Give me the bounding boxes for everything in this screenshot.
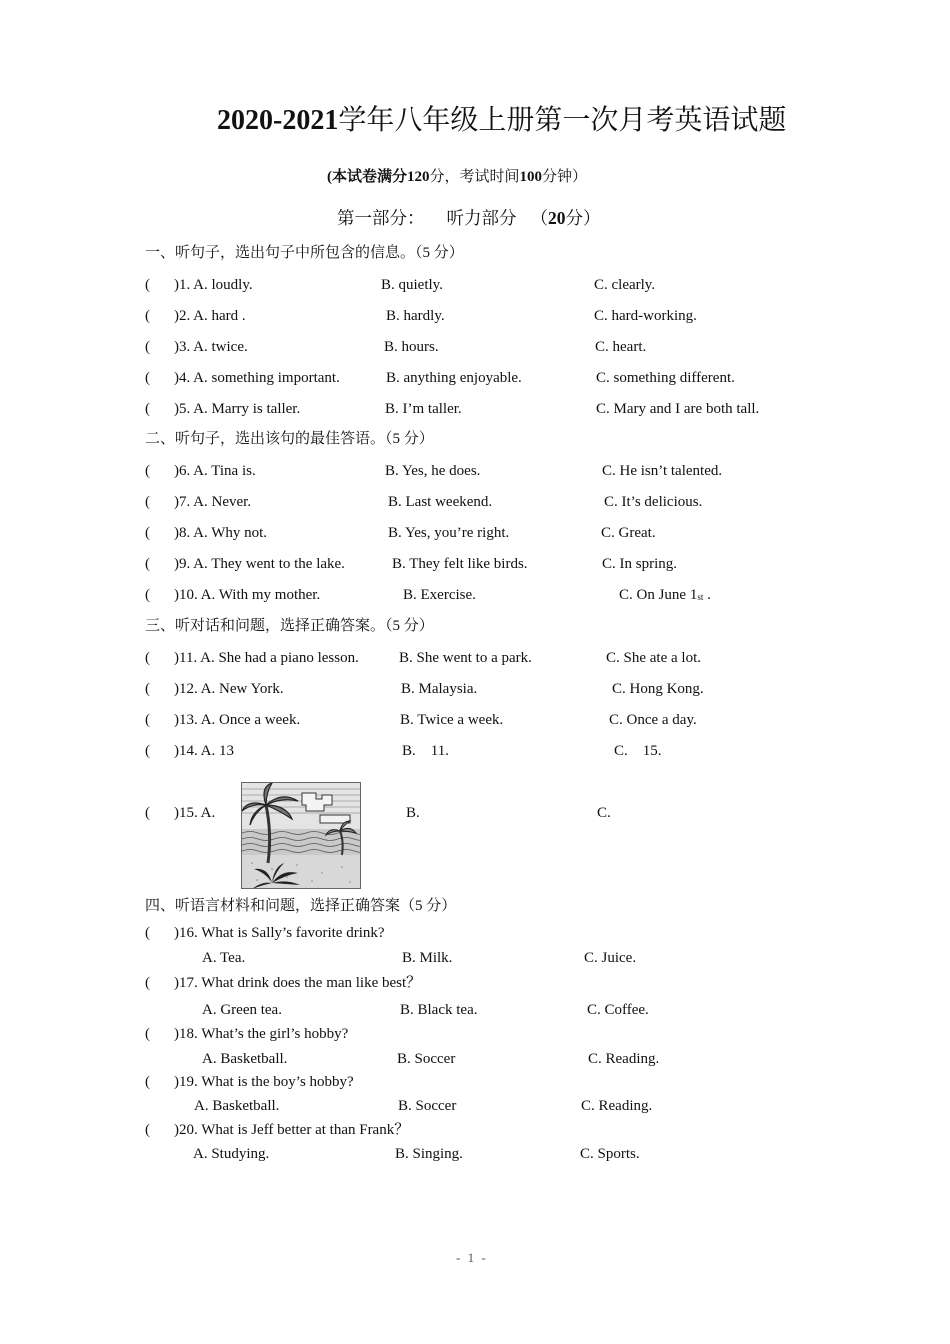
question-option-c: C. Great. [601, 525, 656, 541]
question-option-a: )5. A. Marry is taller. [174, 401, 301, 417]
question-option-b: B. 11. [402, 743, 449, 759]
question-option-a: )15. A. [174, 805, 216, 821]
question-option-b: B. Soccer [397, 1051, 456, 1067]
part-one-score: 20 [548, 208, 566, 228]
answer-paren: ( [145, 805, 150, 821]
question-option-a: )6. A. Tina is. [174, 463, 256, 479]
question-option-b: B. Exercise. [403, 587, 476, 603]
page-number: - 1 - [456, 1250, 488, 1265]
question-stem: )20. What is Jeff better at than Frank？ [174, 1122, 410, 1138]
question-option-c: C. Hong Kong. [612, 681, 704, 697]
exam-total-score: 120 [407, 169, 430, 185]
answer-paren: ( [145, 1074, 150, 1090]
question-option-b: B. Black tea. [400, 1002, 478, 1018]
question-option-a: )8. A. Why not. [174, 525, 268, 541]
answer-paren: ( [145, 277, 150, 293]
question-option-a: )7. A. Never. [174, 494, 252, 510]
question-option-a: )10. A. With my mother. [174, 587, 321, 603]
question-option-c: C. Mary and I are both tall. [596, 401, 760, 417]
section-title: 一、听句子，选出句子中所包含的信息。（5 分） [145, 245, 464, 261]
question-option-a: )14. A. 13 [174, 743, 234, 759]
question-option-c: C. Once a day. [609, 712, 697, 728]
part-one-label: 第一部分： [337, 208, 425, 228]
part-one-name: 听力部分 [446, 208, 517, 228]
question-option-c: C. In spring. [602, 556, 677, 572]
exam-info-suffix: 分钟） [542, 169, 588, 185]
question-option-b: B. hours. [384, 339, 439, 355]
question-option-c: C. 15. [614, 743, 662, 759]
question-stem: )18. What’s the girl’s hobby? [174, 1026, 349, 1042]
part-one-score-close: 分） [565, 208, 601, 228]
question-option-c: C. clearly. [594, 277, 656, 293]
question-option-b: B. They felt like birds. [392, 556, 528, 572]
question-option-c: C. Sports. [580, 1146, 640, 1162]
question-option-b: B. [406, 805, 420, 821]
answer-paren: ( [145, 650, 150, 666]
question-option-a: )13. A. Once a week. [174, 712, 301, 728]
question-stem: )16. What is Sally’s favorite drink? [174, 925, 385, 941]
exam-info-prefix: (本试卷满分 [327, 169, 407, 185]
answer-paren: ( [145, 712, 150, 728]
question-option-b: B. Last weekend. [388, 494, 493, 510]
question-option-c: C. It’s delicious. [604, 494, 703, 510]
section-title: 四、听语言材料和问题，选择正确答案（5 分） [145, 898, 457, 914]
question-option-b: B. Milk. [402, 950, 453, 966]
question-option-c: C. something different. [596, 370, 735, 386]
answer-paren: ( [145, 587, 150, 603]
answer-paren: ( [145, 401, 150, 417]
question-option-a: A. Green tea. [202, 1002, 282, 1018]
beach-scene-icon [242, 783, 360, 888]
question-option-c: C. hard-working. [594, 308, 697, 324]
part-one-score-open: （ [530, 208, 548, 228]
section-title: 三、听对话和问题，选择正确答案。（5 分） [145, 618, 434, 634]
exam-info-mid: 分，考试时间 [429, 169, 520, 185]
question-option-a: )12. A. New York. [174, 681, 284, 697]
question-option-c [619, 586, 711, 604]
question-option-b: B. Malaysia. [401, 681, 478, 697]
answer-paren: ( [145, 494, 150, 510]
part-one-header [337, 208, 601, 229]
question-option-c: C. heart. [595, 339, 647, 355]
question-option-c: C. He isn’t talented. [602, 463, 723, 479]
beach-palm-picture [241, 782, 361, 889]
answer-paren: ( [145, 525, 150, 541]
title-text: 学年八年级上册第一次月考英语试题 [338, 105, 787, 136]
answer-paren: ( [145, 463, 150, 479]
answer-paren: ( [145, 308, 150, 324]
question-option-a: )11. A. She had a piano lesson. [174, 650, 359, 666]
question-option-a: )1. A. loudly. [174, 277, 253, 293]
question-option-a: A. Tea. [202, 950, 246, 966]
section-title: 二、听句子，选出该句的最佳答语。（5 分） [145, 431, 434, 447]
question-stem: )17. What drink does the man like best？ [174, 975, 422, 991]
question-option-c: C. Juice. [584, 950, 637, 966]
question-option-b: B. Singing. [395, 1146, 463, 1162]
question-option-b: B. Twice a week. [400, 712, 504, 728]
question-option-a: A. Basketball. [194, 1098, 280, 1114]
answer-paren: ( [145, 975, 150, 991]
answer-paren: ( [145, 370, 150, 386]
question-option-c: C. Reading. [581, 1098, 653, 1114]
question-option-b: B. quietly. [381, 277, 443, 293]
question-option-b: B. Yes, you’re right. [388, 525, 510, 541]
answer-paren: ( [145, 743, 150, 759]
question-stem: )19. What is the boy’s hobby? [174, 1074, 354, 1090]
answer-paren: ( [145, 556, 150, 572]
question-option-b: B. Soccer [398, 1098, 457, 1114]
ordinal-suffix: st [697, 592, 704, 602]
question-option-c: C. Coffee. [587, 1002, 649, 1018]
question-option-b: B. anything enjoyable. [386, 370, 522, 386]
exam-info [327, 168, 587, 186]
option-c-end: . [703, 587, 711, 603]
question-option-b: B. hardly. [386, 308, 445, 324]
question-option-c: C. Reading. [588, 1051, 660, 1067]
answer-paren: ( [145, 681, 150, 697]
answer-paren: ( [145, 1122, 150, 1138]
exam-time: 100 [519, 169, 543, 185]
page-title [217, 104, 786, 138]
answer-paren: ( [145, 1026, 150, 1042]
question-option-a: )4. A. something important. [174, 370, 340, 386]
question-option-b: B. I’m taller. [385, 401, 462, 417]
question-option-b: B. Yes, he does. [385, 463, 481, 479]
title-year: 2020-2021 [217, 105, 339, 136]
question-option-a: )3. A. twice. [174, 339, 248, 355]
question-option-c: C. She ate a lot. [606, 650, 701, 666]
question-option-a: A. Basketball. [202, 1051, 288, 1067]
option-c-text: C. On June 1 [619, 587, 698, 603]
answer-paren: ( [145, 339, 150, 355]
question-option-a: )2. A. hard . [174, 308, 246, 324]
question-option-c: C. [597, 805, 611, 821]
question-option-b: B. She went to a park. [399, 650, 532, 666]
answer-paren: ( [145, 925, 150, 941]
question-option-a: )9. A. They went to the lake. [174, 556, 345, 572]
question-option-a: A. Studying. [193, 1146, 270, 1162]
